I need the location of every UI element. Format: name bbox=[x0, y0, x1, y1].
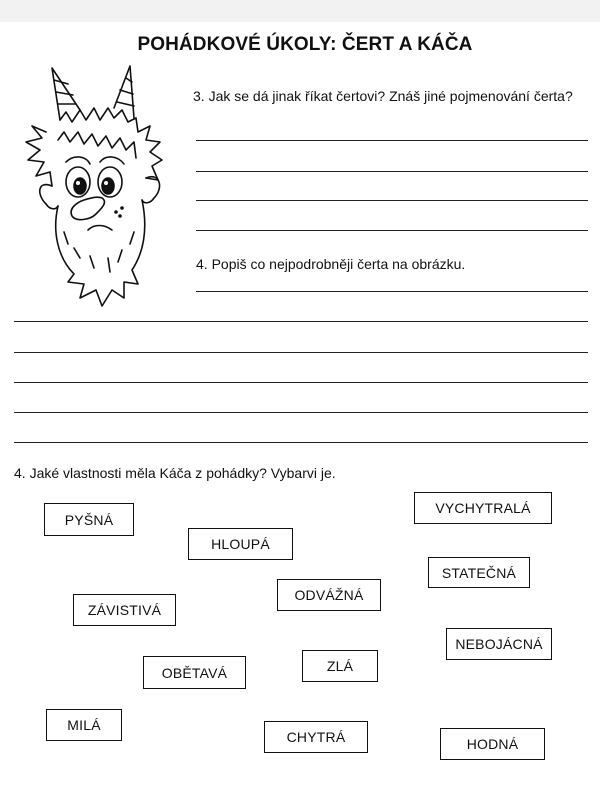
devil-head-icon bbox=[18, 62, 193, 310]
answer-line[interactable] bbox=[14, 412, 588, 413]
word-box-nebojacna[interactable]: NEBOJÁCNÁ bbox=[446, 628, 552, 660]
question-3: 3. Jak se dá jinak říkat čertovi? Znáš jiné pojmenování čerta? bbox=[193, 88, 573, 104]
answer-line[interactable] bbox=[14, 352, 588, 353]
word-box-odvazna[interactable]: ODVÁŽNÁ bbox=[277, 579, 381, 611]
answer-line[interactable] bbox=[14, 382, 588, 383]
word-box-vychytrala[interactable]: VYCHYTRALÁ bbox=[414, 492, 552, 524]
answer-line[interactable] bbox=[196, 171, 588, 172]
answer-line[interactable] bbox=[196, 230, 588, 231]
word-box-hloupa[interactable]: HLOUPÁ bbox=[188, 528, 293, 560]
answer-line[interactable] bbox=[14, 321, 588, 322]
word-box-pysna[interactable]: PYŠNÁ bbox=[44, 503, 134, 536]
answer-line[interactable] bbox=[14, 442, 588, 443]
answer-line[interactable] bbox=[196, 140, 588, 141]
word-box-chytra[interactable]: CHYTRÁ bbox=[264, 721, 368, 753]
question-4-qualities: 4. Jaké vlastnosti měla Káča z pohádky? Vybarvi je. bbox=[14, 465, 336, 481]
question-4-describe: 4. Popiš co nejpodrobněji čerta na obrázku. bbox=[196, 256, 466, 272]
answer-line[interactable] bbox=[196, 200, 588, 201]
word-box-zavistiva[interactable]: ZÁVISTIVÁ bbox=[73, 594, 176, 626]
worksheet-title: POHÁDKOVÉ ÚKOLY: ČERT A KÁČA bbox=[137, 34, 473, 55]
word-box-statecna[interactable]: STATEČNÁ bbox=[428, 557, 530, 588]
page-top-margin bbox=[0, 0, 600, 22]
word-box-obetava[interactable]: OBĚTAVÁ bbox=[143, 656, 246, 689]
word-box-hodna[interactable]: HODNÁ bbox=[440, 728, 545, 760]
answer-line[interactable] bbox=[196, 291, 588, 292]
word-box-mila[interactable]: MILÁ bbox=[46, 709, 122, 741]
word-box-zla[interactable]: ZLÁ bbox=[302, 650, 378, 682]
